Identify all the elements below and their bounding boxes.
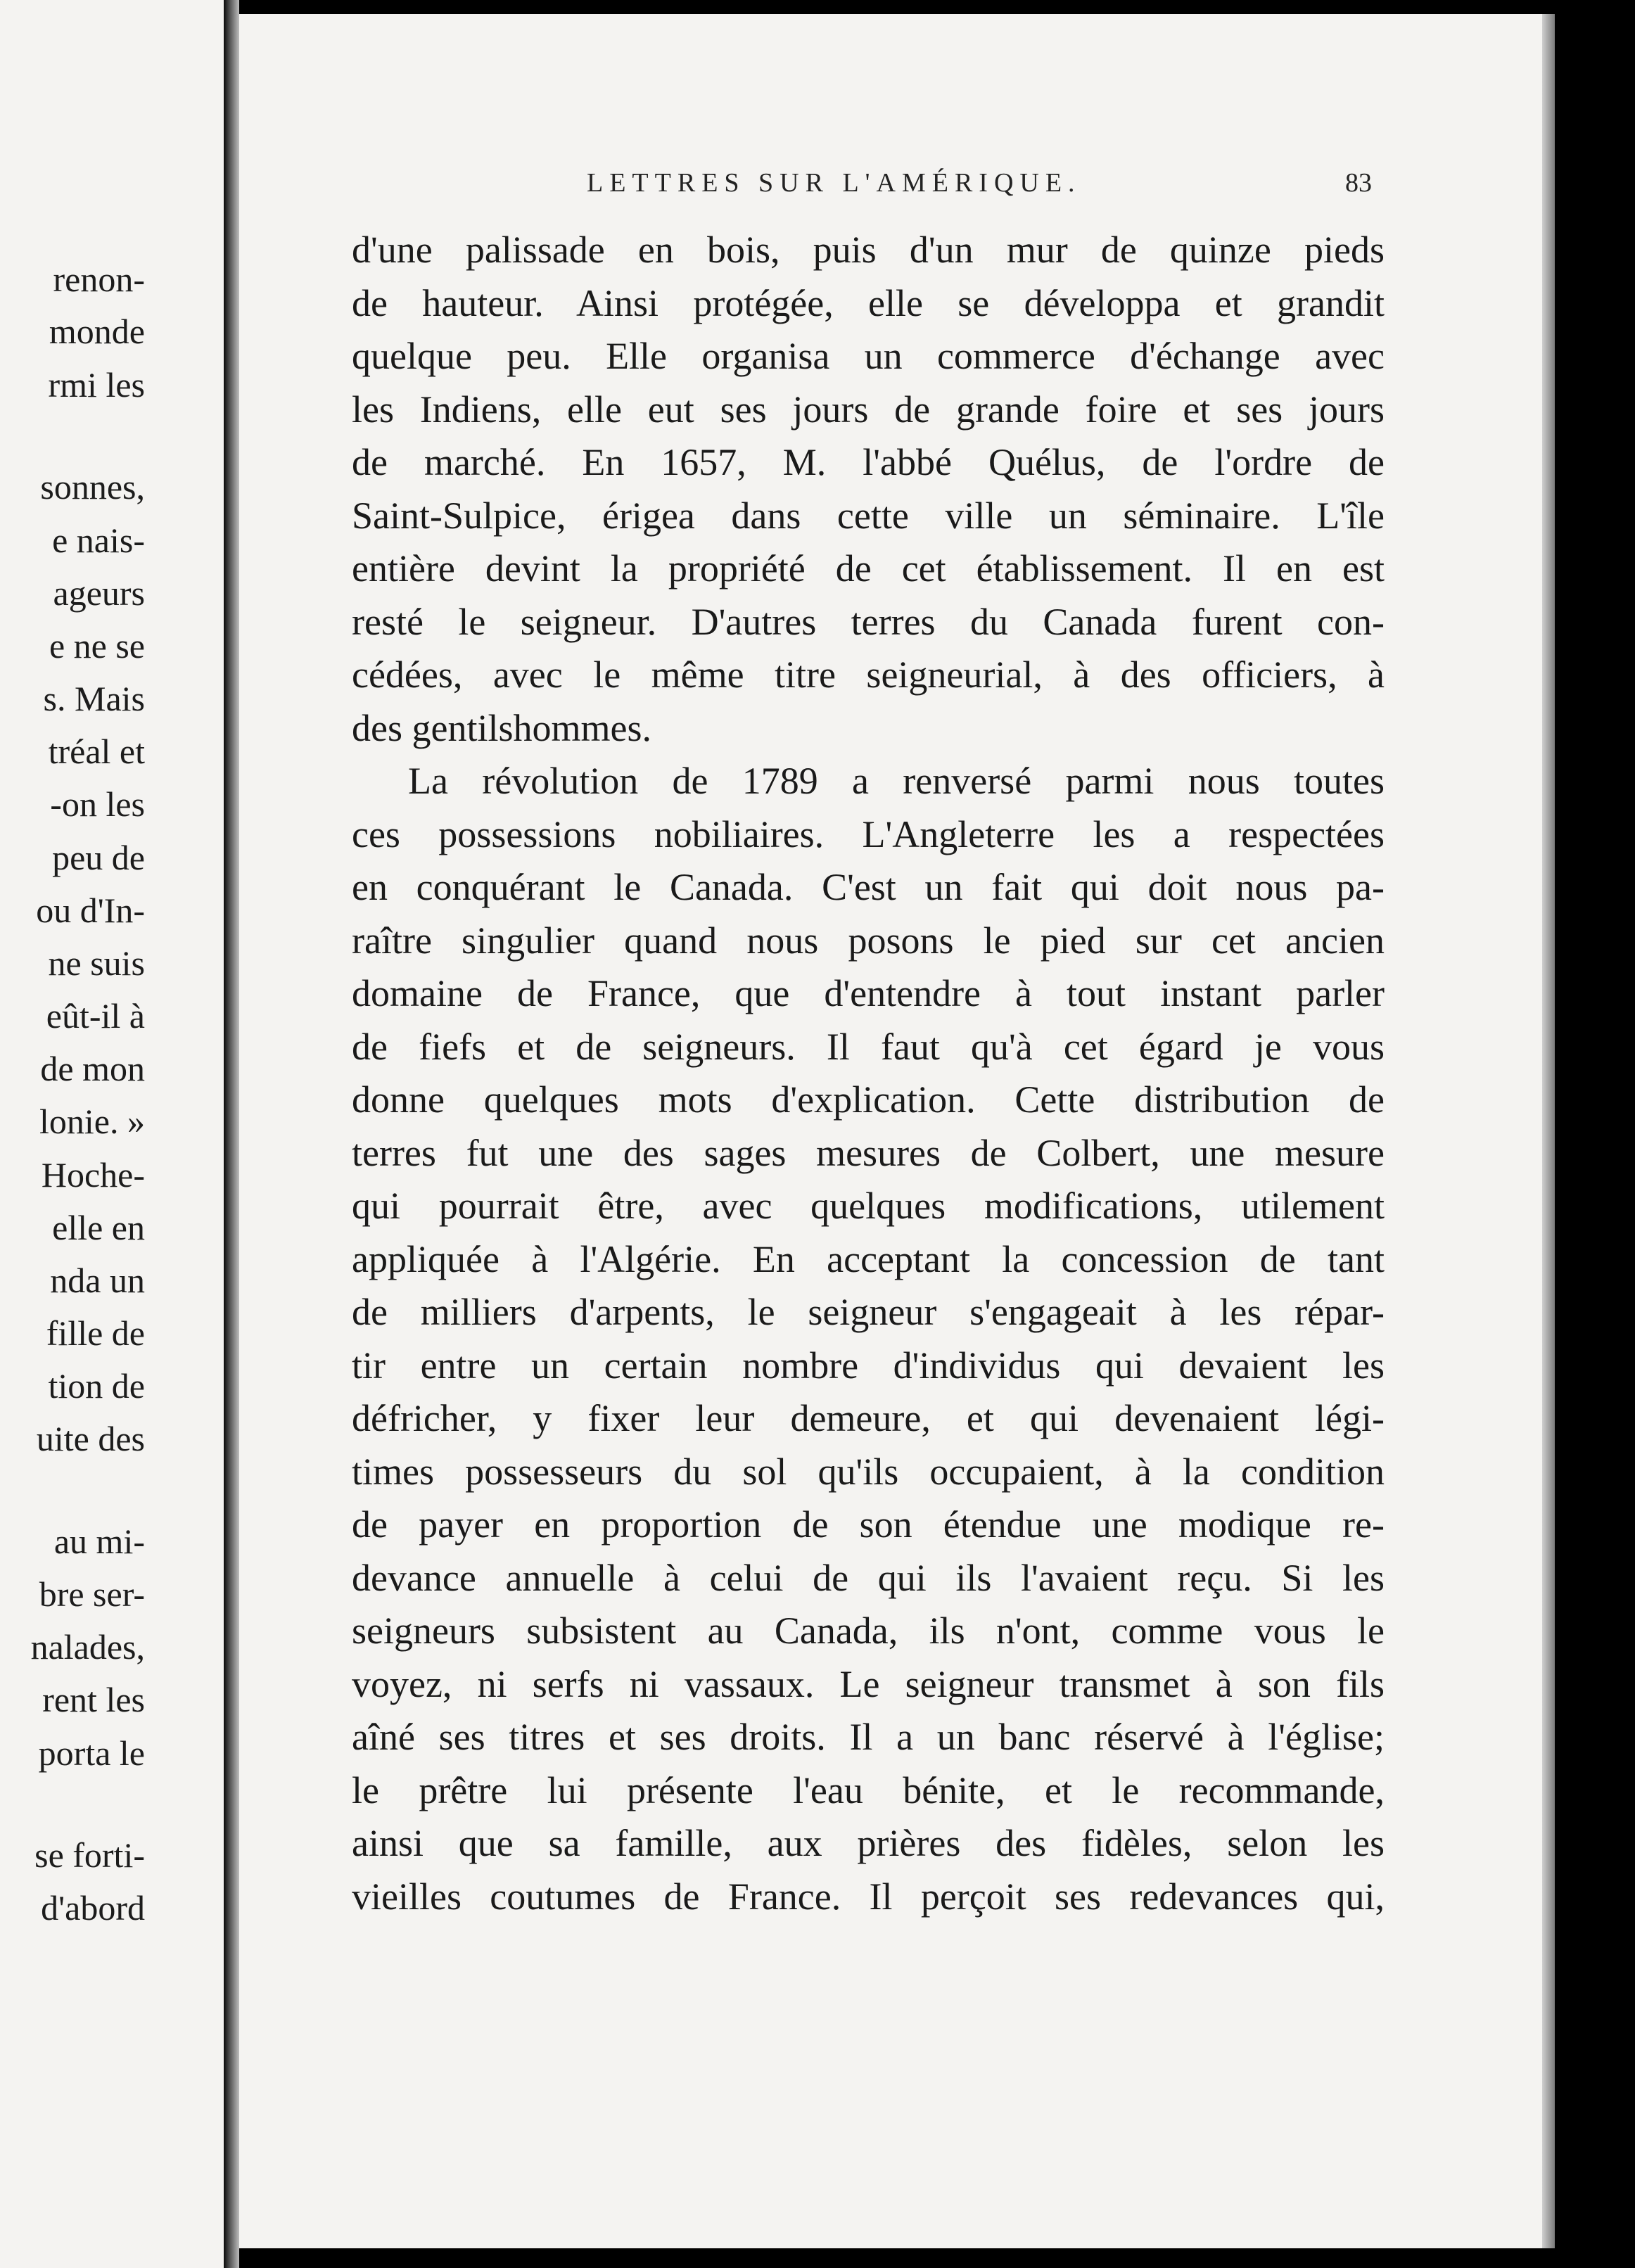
page-number: 83 xyxy=(1345,168,1372,198)
paragraph-start-line: La révolution de 1789 a renversé parmi nous toutes xyxy=(408,760,1385,802)
facing-page-fragment: renon- xyxy=(53,260,145,299)
facing-page-fragment: porta le xyxy=(38,1733,145,1773)
text-line: appliquée à l'Algérie. En acceptant la concession de tant xyxy=(352,1237,1385,1280)
facing-page-fragment: e nais- xyxy=(52,521,145,560)
facing-page-fragment: monde xyxy=(49,312,145,351)
text-line: de payer en proportion de son étendue une modique re- xyxy=(352,1503,1385,1546)
facing-page-fragment: peu de xyxy=(52,838,145,877)
facing-page-fragment: s. Mais xyxy=(43,679,145,718)
facing-page-fragment: rmi les xyxy=(48,365,145,404)
text-line: des gentilshommes. xyxy=(352,706,651,749)
text-line: seigneurs subsistent au Canada, ils n'ont, comme vous le xyxy=(352,1610,1385,1652)
text-line: les Indiens, elle eut ses jours de grande foire et ses jours xyxy=(352,388,1385,431)
running-head: LETTRES SUR L'AMÉRIQUE. xyxy=(587,168,1081,198)
text-line: voyez, ni serfs ni vassaux. Le seigneur transmet à son fils xyxy=(352,1662,1385,1705)
book-gutter xyxy=(224,0,239,2268)
text-line: de marché. En 1657, M. l'abbé Quélus, de l'ordre de xyxy=(352,441,1385,483)
page-edge xyxy=(1542,14,1555,2248)
body-text xyxy=(352,224,1385,1923)
text-line: devance annuelle à celui de qui ils l'avaient reçu. Si les xyxy=(352,1556,1385,1599)
facing-page-fragment: au mi- xyxy=(53,1522,145,1561)
text-line: qui pourrait être, avec quelques modifications, utilement xyxy=(352,1185,1385,1227)
text-line: raître singulier quand nous posons le pied sur cet ancien xyxy=(352,919,1385,962)
facing-page-fragment: bre ser- xyxy=(39,1574,145,1614)
text-line: le prêtre lui présente l'eau bénite, et le recommande, xyxy=(352,1769,1385,1811)
text-line: resté le seigneur. D'autres terres du Canada furent con- xyxy=(352,600,1385,643)
text-line: cédées, avec le même titre seigneurial, à des officiers, à xyxy=(352,654,1385,696)
text-line: d'une palissade en bois, puis d'un mur de quinze pieds xyxy=(352,229,1385,271)
facing-page-fragment: d'abord xyxy=(41,1888,145,1928)
text-line: défricher, y fixer leur demeure, et qui devenaient légi- xyxy=(352,1397,1385,1439)
facing-page-fragment: ageurs xyxy=(53,573,145,613)
text-line: ainsi que sa famille, aux prières des fidèles, selon les xyxy=(352,1822,1385,1864)
facing-page-fragment: elle en xyxy=(52,1208,145,1247)
facing-page-fragment: rent les xyxy=(42,1680,145,1719)
facing-page-fragment: fille de xyxy=(46,1313,145,1353)
text-line: entière devint la propriété de cet établissement. Il en est xyxy=(352,547,1385,590)
facing-page-fragment: se forti- xyxy=(34,1835,145,1875)
text-line: quelque peu. Elle organisa un commerce d'échange avec xyxy=(352,335,1385,377)
text-line: de hauteur. Ainsi protégée, elle se développa et grandit xyxy=(352,281,1385,324)
facing-page-fragment: tréal et xyxy=(48,732,145,771)
facing-page-fragment: eût-il à xyxy=(46,996,145,1036)
facing-page-fragment: nda un xyxy=(50,1261,145,1300)
text-line: times possesseurs du sol qu'ils occupaient, à la condition xyxy=(352,1450,1385,1493)
facing-page-fragment: tion de xyxy=(48,1366,145,1406)
facing-page-fragment: uite des xyxy=(36,1419,145,1458)
text-line: donne quelques mots d'explication. Cette distribution de xyxy=(352,1078,1385,1121)
text-line: en conquérant le Canada. C'est un fait qui doit nous pa- xyxy=(352,866,1385,908)
text-line: aîné ses titres et ses droits. Il a un banc réservé à l'église; xyxy=(352,1716,1385,1758)
text-line: de fiefs et de seigneurs. Il faut qu'à cet égard je vous xyxy=(352,1025,1385,1068)
text-line: vieilles coutumes de France. Il perçoit ses redevances qui, xyxy=(352,1875,1385,1918)
facing-page-fragment: Hoche- xyxy=(41,1155,145,1194)
text-line: domaine de France, que d'entendre à tout instant parler xyxy=(352,972,1385,1014)
facing-page-fragment: ne suis xyxy=(48,943,145,983)
text-line: ces possessions nobiliaires. L'Angleterre les a respectées xyxy=(352,813,1385,855)
facing-page-fragment: sonnes, xyxy=(40,467,145,507)
text-line: tir entre un certain nombre d'individus qui devaient les xyxy=(352,1344,1385,1387)
facing-page-fragment: de mon xyxy=(40,1049,145,1088)
facing-page-fragment: lonie. » xyxy=(39,1102,145,1141)
facing-page-fragment: ou d'In- xyxy=(36,891,145,930)
left-facing-page xyxy=(0,0,224,2268)
text-line: terres fut une des sages mesures de Colbert, une mesure xyxy=(352,1131,1385,1174)
facing-page-fragment: -on les xyxy=(50,784,145,824)
text-line: Saint-Sulpice, érigea dans cette ville un séminaire. L'île xyxy=(352,494,1385,537)
text-line: de milliers d'arpents, le seigneur s'engageait à les répar- xyxy=(352,1291,1385,1333)
facing-page-fragment: e ne se xyxy=(49,626,145,665)
facing-page-fragment: nalades, xyxy=(30,1627,145,1667)
